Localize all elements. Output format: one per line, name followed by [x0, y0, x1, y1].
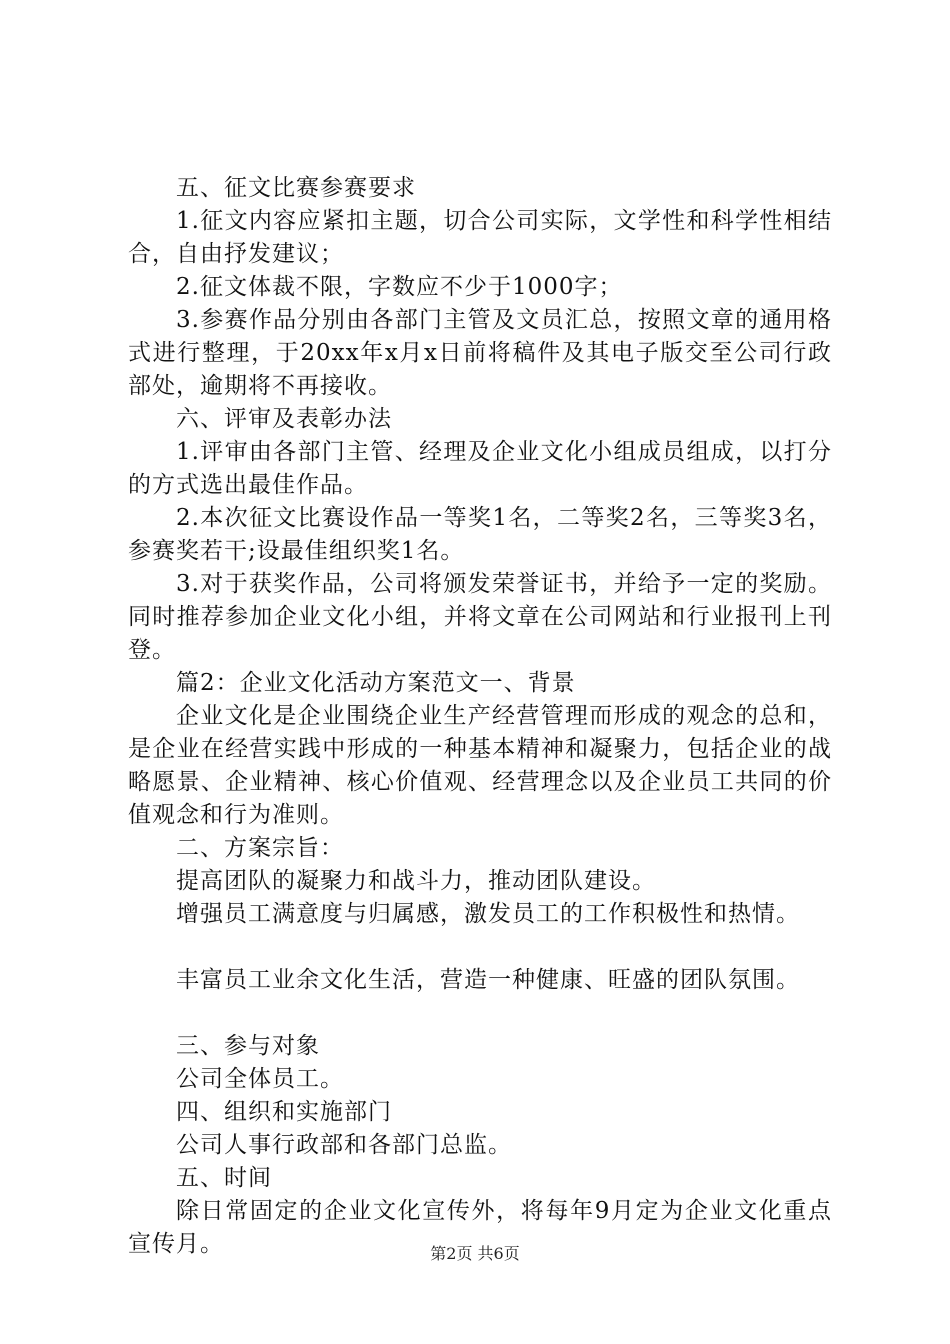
paragraph: 增强员工满意度与归属感，激发员工的工作积极性和热情。	[176, 901, 800, 927]
section-heading: 三、参与对象	[176, 1033, 320, 1059]
paragraph: 1.评审由各部门主管、经理及企业文化小组成员组成，以打分的方式选出最佳作品。	[128, 439, 832, 498]
section-heading: 五、时间	[176, 1165, 272, 1191]
section-heading: 六、评审及表彰办法	[176, 406, 392, 432]
paragraph: 丰富员工业余文化生活，营造一种健康、旺盛的团队氛围。	[176, 967, 800, 993]
article-heading: 篇2：企业文化活动方案范文一、背景	[176, 670, 576, 696]
paragraph: 3.参赛作品分别由各部门主管及文员汇总，按照文章的通用格式进行整理，于20xx年x月x日前将稿件及其电子版交至公司行政部处，逾期将不再接收。	[128, 307, 832, 399]
paragraph: 2.征文体裁不限，字数应不少于1000字；	[176, 274, 623, 300]
paragraph: 2.本次征文比赛设作品一等奖1名，二等奖2名，三等奖3名，参赛奖若干;设最佳组织奖1名。	[128, 505, 832, 564]
paragraph: 除日常固定的企业文化宣传外，将每年9月定为企业文化重点宣传月。	[128, 1198, 832, 1257]
section-heading: 二、方案宗旨：	[176, 835, 344, 861]
paragraph: 企业文化是企业围绕企业生产经营管理而形成的观念的总和，是企业在经营实践中形成的一种基本精神和凝聚力，包括企业的战略愿景、企业精神、核心价值观、经营理念以及企业员工共同的价值观念和行为准则。	[128, 703, 832, 828]
paragraph: 1.征文内容应紧扣主题，切合公司实际，文学性和科学性相结合，自由抒发建议；	[128, 208, 832, 267]
paragraph: 公司全体员工。	[176, 1066, 344, 1092]
paragraph: 公司人事行政部和各部门总监。	[176, 1132, 512, 1158]
section-heading: 五、征文比赛参赛要求	[176, 175, 416, 201]
section-heading: 四、组织和实施部门	[176, 1099, 392, 1125]
document-body	[128, 172, 832, 1261]
paragraph: 3.对于获奖作品，公司将颁发荣誉证书，并给予一定的奖励。同时推荐参加企业文化小组，并将文章在公司网站和行业报刊上刊登。	[128, 571, 832, 663]
page-number-footer: 第2页 共6页	[430, 1244, 520, 1263]
paragraph: 提高团队的凝聚力和战斗力，推动团队建设。	[176, 868, 656, 894]
